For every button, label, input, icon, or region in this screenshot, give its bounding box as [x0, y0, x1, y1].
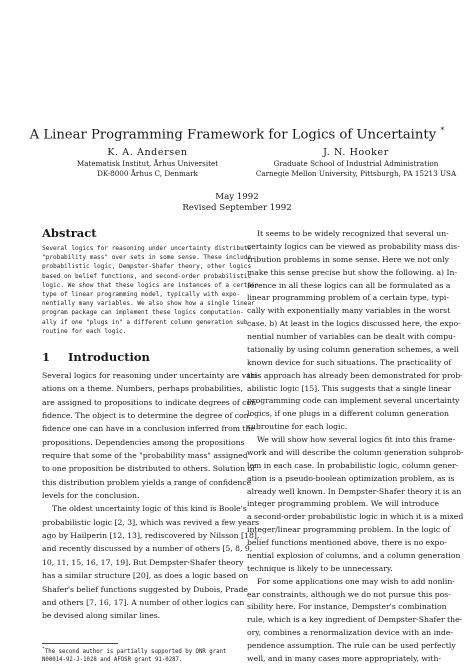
- text-line: For some applications one may wish to add nonlin-: [257, 576, 455, 586]
- text-line: cally with exponentially many variables in the worst: [247, 306, 451, 316]
- paper-title: [0, 123, 474, 143]
- text-line: ear constraints, although we do not pursue this pos-: [247, 589, 451, 599]
- text-line: lem in each case. In probabilistic logic, column gener-: [247, 460, 459, 470]
- footnote-rule: [42, 643, 118, 644]
- text-line: logic. We show that these logics are instances of a certain: [42, 281, 259, 289]
- section-heading: [42, 350, 150, 364]
- right-column-body: [247, 228, 464, 666]
- date-line: May 1992: [215, 192, 259, 202]
- text-line: 10, 11, 15, 16, 17, 19]. But Dempster-Shafer theory: [42, 557, 244, 567]
- text-line: nential explosion of columns, and a column generation: [247, 550, 461, 560]
- text-line: abilistic logic [15]. This suggests that a single linear: [247, 383, 452, 393]
- text-line: and others [7, 16, 17]. A number of other logics can: [42, 597, 245, 607]
- text-line: this distribution problem yields a range of confidence: [42, 477, 252, 487]
- footnote: [42, 646, 234, 664]
- text-line: based on belief functions, and second-order probabilistic: [42, 272, 252, 280]
- text-line: integer/linear programming problem. In the logic of: [247, 525, 451, 535]
- text-line: known device for such situations. The practicality of: [247, 357, 452, 367]
- text-line: Shafer's belief functions suggested by Dubois, Prade: [42, 584, 248, 594]
- title-footnote-mark: *: [440, 126, 445, 135]
- text-line: nentially many variables. We also show how a single linear: [42, 300, 255, 308]
- text-line: ally if one "plugs in" a different column generation sub-: [42, 318, 252, 326]
- text-line: rule, which is a key ingredient of Dempster-Shafer the-: [247, 615, 463, 625]
- text-line: It seems to be widely recognized that several un-: [257, 229, 449, 238]
- text-line: fidence one can have in a conclusion inferred from the: [42, 424, 256, 434]
- text-line: propositions. Dependencies among the propositions: [42, 437, 245, 447]
- text-line: subroutine for each logic.: [247, 422, 348, 432]
- author-name: J. N. Hooker: [323, 147, 389, 158]
- text-line: and recently discussed by a number of others [5, 8, 9,: [42, 544, 253, 554]
- author-block-andersen: [60, 147, 235, 180]
- revised-date-line: Revised September 1992: [182, 203, 292, 213]
- text-line: ory, combines a renormalization device with an inde-: [247, 628, 454, 638]
- author-name: K. A. Andersen: [107, 147, 188, 158]
- text-line: pendence assumption. The rule can be used perfectly: [247, 641, 456, 650]
- text-line: tationally by using column generation schemes, a well: [247, 344, 459, 354]
- text-line: work and will describe the column generation subprob-: [247, 447, 464, 457]
- text-line: be devised along similar lines.: [42, 611, 161, 621]
- text-line: has a similar structure [20], as does a logic based on: [42, 571, 249, 581]
- text-line: are assigned to propositions to indicate degrees of con-: [42, 397, 259, 407]
- text-line: ation is a pseudo-boolean optimization problem, as is: [247, 473, 455, 483]
- abstract-heading: Abstract: [42, 226, 97, 240]
- text-line: ference in all these logics can all be formulated as a: [247, 280, 451, 290]
- text-line: this approach has already been demonstrated for prob-: [247, 370, 463, 380]
- text-line: "probability mass" over sets in some sense. These include: [42, 254, 252, 262]
- author-affiliation: Graduate School of Industrial Administration: [273, 159, 439, 168]
- text-line: already well known. In Dempster-Shafer theory it is an: [247, 486, 462, 496]
- author-block-hooker: [245, 147, 467, 180]
- text-line: nential number of variables can be dealt with compu-: [247, 332, 456, 341]
- paper-dates: [0, 192, 474, 214]
- text-line: ago by Hailperin [12, 13], rediscovered by Nilsson [18],: [42, 531, 260, 541]
- section-title: Introduction: [68, 350, 150, 364]
- text-line: fidence. The object is to determine the degree of con-: [42, 411, 252, 421]
- text-line: programming code can implement several uncertainty: [247, 396, 460, 406]
- author-affiliation: Matematisk Institut, Århus Universitet: [76, 159, 219, 168]
- footnote-line: N00014-92-J-1028 and AFOSR grant 91-0287.: [42, 656, 183, 663]
- footnote-mark: *: [42, 647, 45, 652]
- text-line: well, and in many cases more appropriately, with-: [247, 653, 442, 663]
- text-line: to one proposition be distributed to others. Solution of: [42, 464, 256, 474]
- text-line: belief functions mentioned above, there is no expo-: [247, 538, 447, 547]
- section-number: 1: [42, 350, 51, 364]
- text-line: We will show how several logics fit into this frame-: [257, 435, 456, 444]
- text-line: sibility here. For instance, Dempster's combination: [247, 602, 447, 612]
- footnote-text: The second author is partially supported by ONR grant: [44, 648, 227, 655]
- text-line: program package can implement these logics computation-: [42, 309, 244, 317]
- text-line: a second-order probabilistic logic in which it is a mixed: [247, 512, 464, 522]
- author-address: Carnegie Mellon University, Pittsburgh, PA 15213 USA: [255, 169, 457, 179]
- text-line: Several logics for reasoning under uncertainty are vari-: [42, 371, 260, 380]
- left-column-body: [42, 369, 260, 623]
- text-line: logics, if one plugs in a different column generation: [247, 409, 449, 419]
- text-line: linear programming problem of a certain type, typi-: [247, 293, 449, 303]
- text-line: type of linear programming model, typically with expo-: [42, 291, 241, 299]
- text-line: require that some of the "probability mass" assigned: [42, 451, 248, 461]
- text-line: probabilistic logic [2, 3], which was revived a few years: [42, 517, 260, 527]
- text-line: certainty logics can be viewed as probability mass dis-: [247, 241, 460, 251]
- text-line: technique is likely to be unnecessary.: [247, 563, 393, 573]
- text-line: Several logics for reasoning under uncertainty distribute: [42, 245, 252, 252]
- text-line: The oldest uncertainty logic of this kind is Boole's: [52, 504, 247, 514]
- text-line: levels for the conclusion.: [42, 491, 140, 501]
- footnote-line: [42, 646, 234, 656]
- text-line: integer programming problem. We will introduce: [247, 499, 439, 509]
- text-line: routine for each logic.: [42, 327, 127, 335]
- abstract-body: [42, 244, 259, 336]
- text-line: make this sense precise but show the following. a) In-: [247, 267, 458, 277]
- text-line: tribution problems in some sense. Here we not only: [247, 254, 450, 264]
- text-line: case. b) At least in the logics discussed here, the expo-: [247, 319, 461, 329]
- text-line: probabilistic logic, Dempster-Shafer theory, other logics: [42, 263, 252, 271]
- title-text: A Linear Programming Framework for Logics of Uncertainty: [29, 127, 437, 143]
- author-address: DK-8000 Århus C, Denmark: [97, 169, 198, 179]
- text-line: ations on a theme. Numbers, perhaps probabilities,: [42, 384, 243, 394]
